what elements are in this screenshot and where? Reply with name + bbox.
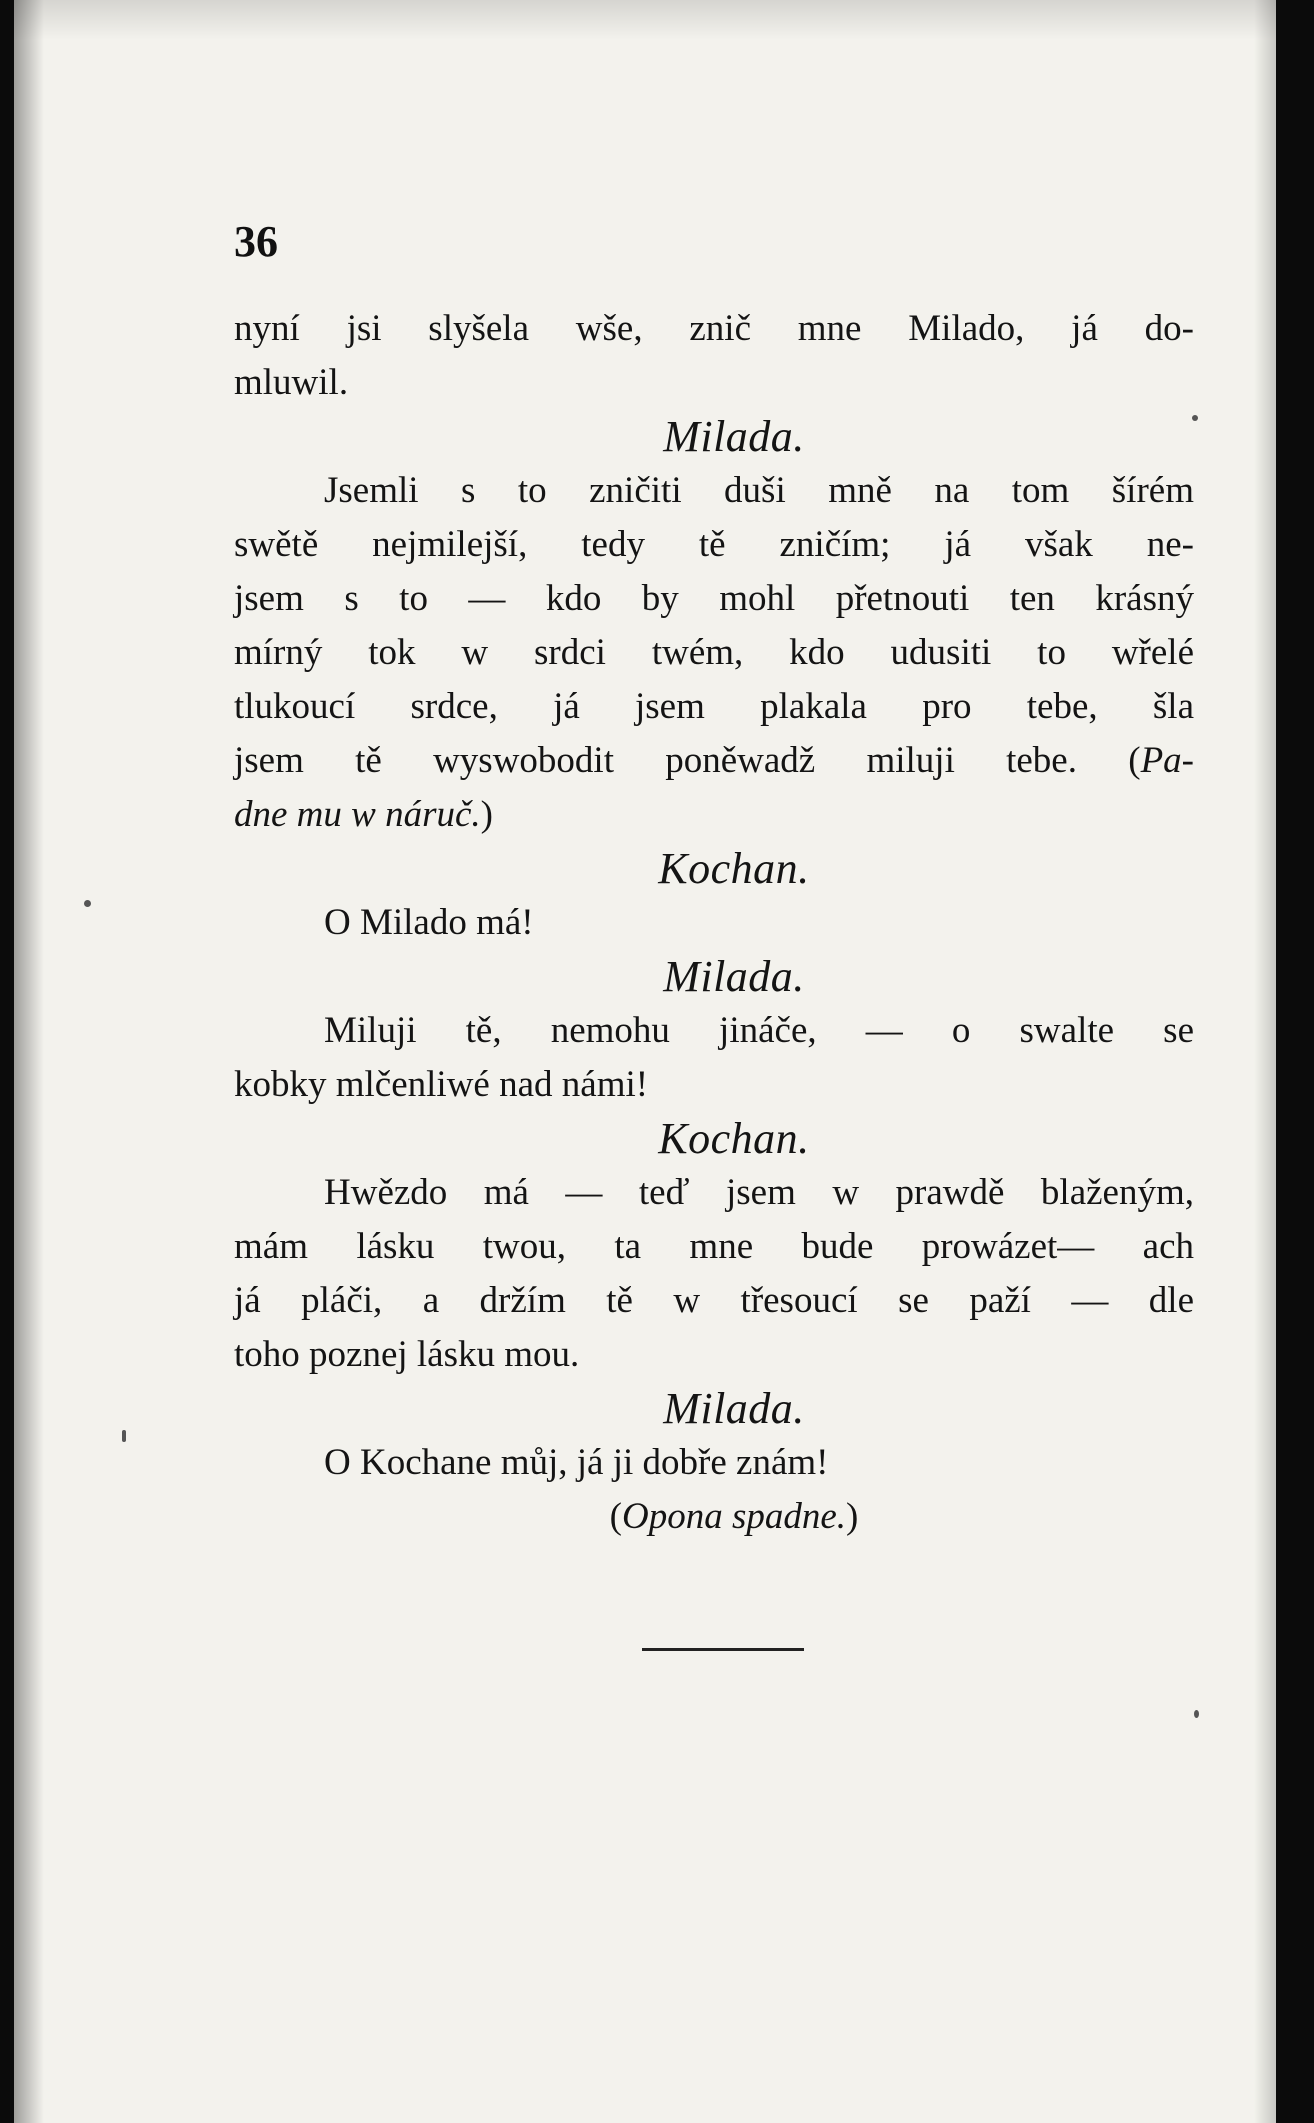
text-line: O Kochane můj, já ji dobře znám! xyxy=(324,1442,829,1483)
page-right-shadow xyxy=(1254,0,1276,2123)
text-fragment: ) xyxy=(846,1496,859,1537)
text-line: O Milado má! xyxy=(324,902,534,943)
spacer xyxy=(234,200,1194,302)
stage-direction-fragment: dne mu w náruč. xyxy=(234,794,481,835)
text-line: tlukoucí srdce, já jsem plakala pro tebe, šla xyxy=(234,686,1194,727)
stage-direction xyxy=(234,1490,1194,1544)
paper-speck xyxy=(1192,415,1198,421)
scan-border xyxy=(1276,0,1314,2123)
book-page xyxy=(14,0,1276,2123)
text-line: mírný tok w srdci twém, kdo udusiti to wřelé xyxy=(234,632,1194,673)
text-line xyxy=(234,734,1194,788)
speaker-heading: Milada. xyxy=(663,1384,805,1433)
text-line: Hwězdo má — teď jsem w prawdě blaženým, xyxy=(324,1172,1194,1213)
paper-speck xyxy=(122,1430,126,1442)
speaker-heading: Milada. xyxy=(663,412,805,461)
page-number: 36 xyxy=(234,217,278,266)
text-fragment: jsem tě wyswobodit poněwadž miluji tebe. ( xyxy=(234,740,1141,781)
text-line: swětě nejmilejší, tedy tě zničím; já však ne- xyxy=(234,524,1194,565)
text-line: Miluji tě, nemohu jináče, — o swalte se xyxy=(324,1010,1194,1051)
stage-direction-fragment: Pa- xyxy=(1140,740,1194,781)
text-line: nyní jsi slyšela wše, znič mne Milado, já do- xyxy=(234,308,1194,349)
paper-speck xyxy=(84,900,91,907)
page-binding-shadow xyxy=(14,0,44,2123)
text-line: já pláči, a držím tě w třesoucí se paží — dle xyxy=(234,1280,1194,1321)
text-line: kobky mlčenliwé nad námi! xyxy=(234,1064,649,1105)
text-line: toho poznej lásku mou. xyxy=(234,1334,580,1375)
text-line xyxy=(234,788,1194,842)
text-fragment: ( xyxy=(609,1496,622,1537)
text-line: jsem s to — kdo by mohl přetnouti ten krásný xyxy=(234,578,1194,619)
text-fragment: ) xyxy=(480,794,493,835)
text-line: mám lásku twou, ta mne bude prowázet— ach xyxy=(234,1226,1194,1267)
stage-direction-fragment: Opona spadne. xyxy=(621,1496,847,1537)
speaker-heading: Kochan. xyxy=(658,844,810,893)
text-line: mluwil. xyxy=(234,362,349,403)
paper-speck xyxy=(1194,1710,1199,1718)
speaker-heading: Milada. xyxy=(663,952,805,1001)
end-rule xyxy=(642,1648,804,1651)
speaker-heading: Kochan. xyxy=(658,1114,810,1163)
page-top-shadow xyxy=(14,0,1276,40)
text-line: Jsemli s to zničiti duši mně na tom šírém xyxy=(324,470,1194,511)
page-text xyxy=(234,200,1194,1544)
